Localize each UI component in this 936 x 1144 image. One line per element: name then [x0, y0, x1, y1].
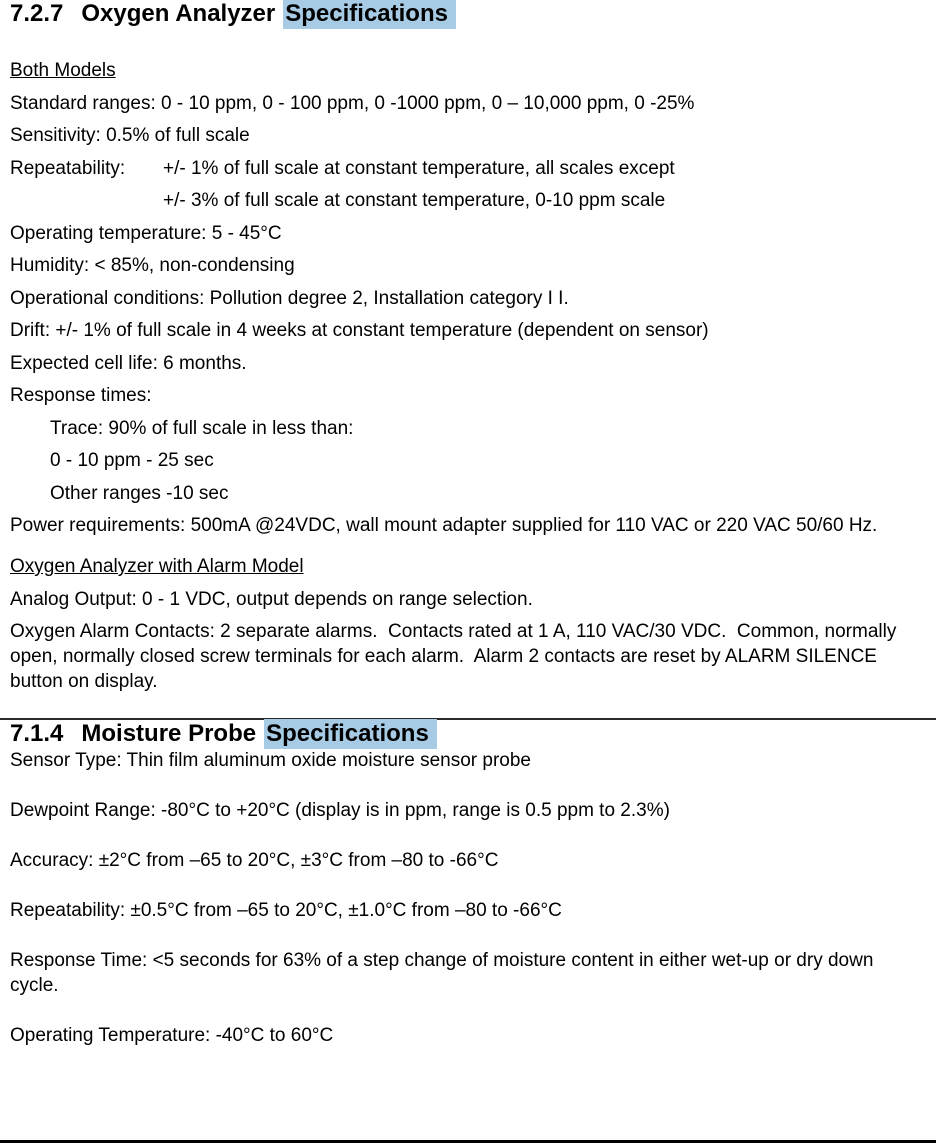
spec-moisture-operating-temperature: Operating Temperature: -40°C to 60°C	[10, 1025, 334, 1046]
moisture-probe-section	[10, 720, 926, 1048]
oxygen-heading-highlighted-word: Specifications	[283, 0, 456, 29]
spec-sensor-type: Sensor Type: Thin film aluminum oxide moisture sensor probe	[10, 750, 531, 771]
spec-operational-conditions: Operational conditions: Pollution degree 2, Installation category I I.	[10, 287, 569, 309]
moisture-heading-title: Moisture Probe	[81, 720, 257, 747]
moisture-section-heading	[10, 720, 926, 748]
spec-humidity: Humidity: < 85%, non-condensing	[10, 255, 295, 276]
oxygen-heading-number: 7.2.7	[10, 0, 64, 27]
moisture-heading-highlighted-word: Specifications	[264, 719, 437, 749]
spec-standard-ranges: Standard ranges: 0 - 10 ppm, 0 - 100 ppm, 0 -1000 ppm, 0 – 10,000 ppm, 0 -25%	[10, 92, 695, 114]
spec-analog-output: Analog Output: 0 - 1 VDC, output depends on range selection.	[10, 588, 533, 610]
spec-dewpoint-range: Dewpoint Range: -80°C to +20°C (display is in ppm, range is 0.5 ppm to 2.3%)	[10, 800, 670, 821]
oxygen-section-heading	[10, 0, 926, 28]
spec-alarm-contacts: Oxygen Alarm Contacts: 2 separate alarms. Contacts rated at 1 A, 110 VAC/30 VDC. Common, normally open, normally closed screw terminals for each alarm. Alarm 2 contacts are reset by ALARM SILENCE button on display.	[10, 621, 902, 692]
alarm-model-subheading: Oxygen Analyzer with Alarm Model	[10, 556, 304, 577]
repeatability-label: Repeatability:	[10, 157, 126, 179]
spec-expected-cell-life: Expected cell life: 6 months.	[10, 352, 247, 374]
moisture-heading-number: 7.1.4	[10, 720, 64, 747]
spec-response-trace: Trace: 90% of full scale in less than:	[50, 417, 354, 439]
spec-operating-temperature: Operating temperature: 5 - 45°C	[10, 222, 282, 244]
spec-accuracy: Accuracy: ±2°C from –65 to 20°C, ±3°C from –80 to -66°C	[10, 850, 499, 871]
spec-moisture-repeatability: Repeatability: ±0.5°C from –65 to 20°C, ±1.0°C from –80 to -66°C	[10, 900, 562, 921]
oxygen-analyzer-section	[10, 0, 926, 694]
spec-sensitivity: Sensitivity: 0.5% of full scale	[10, 125, 250, 146]
spec-power-requirements: Power requirements: 500mA @24VDC, wall mount adapter supplied for 110 VAC or 220 VAC 50/60 Hz.	[10, 515, 878, 536]
spec-repeatability-line2: +/- 3% of full scale at constant temperature, 0-10 ppm scale	[163, 190, 666, 211]
both-models-subheading: Both Models	[10, 60, 116, 81]
oxygen-heading-title: Oxygen Analyzer	[81, 0, 276, 27]
spec-response-times-label: Response times:	[10, 385, 152, 406]
spec-response-0-10-ppm: 0 - 10 ppm - 25 sec	[50, 450, 214, 471]
repeatability-value-1: +/- 1% of full scale at constant temperature, all scales except	[163, 157, 675, 179]
spec-repeatability-line1	[10, 156, 926, 181]
spec-drift: Drift: +/- 1% of full scale in 4 weeks at constant temperature (dependent on sensor)	[10, 320, 709, 341]
spec-response-time: Response Time: <5 seconds for 63% of a step change of moisture content in either wet-up or dry down cycle.	[10, 950, 879, 996]
spec-response-other-ranges: Other ranges -10 sec	[50, 482, 229, 504]
page-bottom-rule	[0, 1140, 936, 1143]
